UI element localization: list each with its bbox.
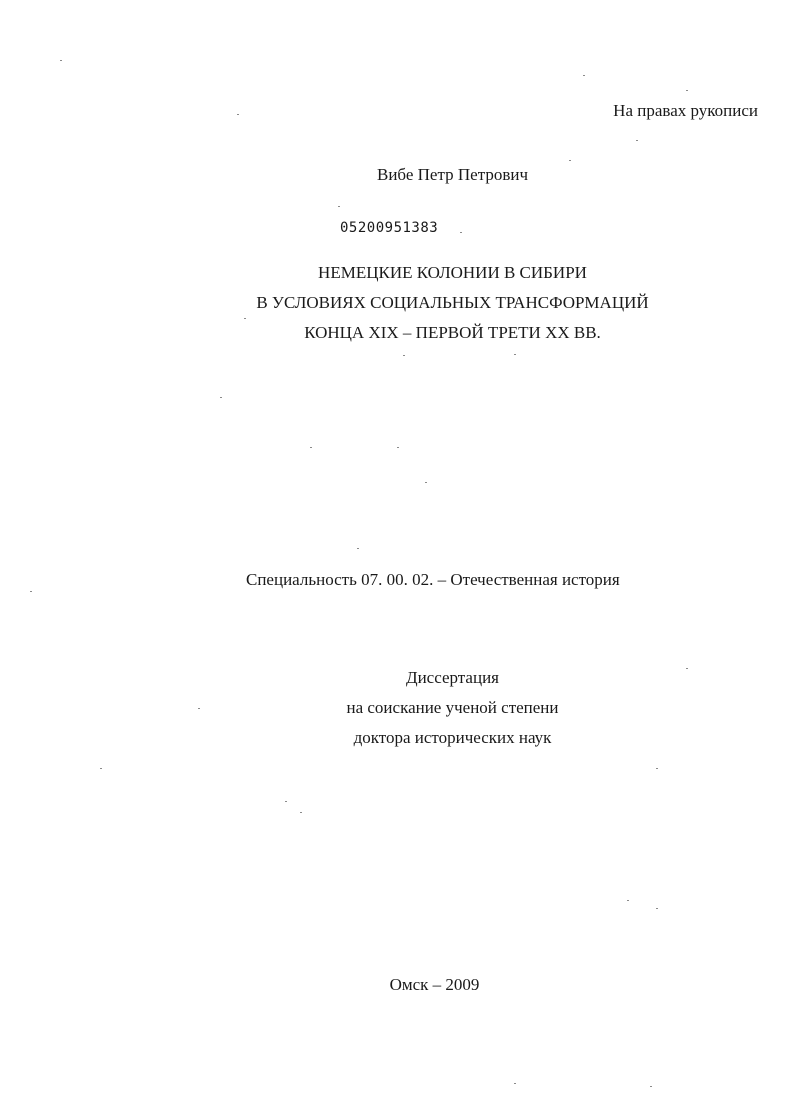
degree-line-3: доктора исторических наук	[353, 728, 552, 747]
dissertation-title	[0, 258, 795, 348]
speck	[583, 75, 585, 76]
speck	[627, 900, 629, 901]
author-name: Вибе Петр Петрович	[377, 165, 528, 184]
degree-statement	[0, 663, 795, 753]
speck	[30, 591, 32, 592]
title-line-3: КОНЦА XIX – ПЕРВОЙ ТРЕТИ XX ВВ.	[304, 323, 601, 342]
rights-note: На правах рукописи	[613, 101, 758, 120]
speck	[514, 1083, 516, 1084]
place-and-year: Омск – 2009	[389, 975, 480, 994]
speck	[285, 801, 287, 802]
speck	[397, 447, 399, 448]
specialty-line: Специальность 07. 00. 02. – Отечественная история	[246, 570, 620, 589]
degree-line-1: Диссертация	[405, 668, 499, 687]
speck	[220, 397, 222, 398]
speck	[656, 908, 658, 909]
speck	[237, 114, 239, 115]
speck	[569, 160, 571, 161]
speck	[686, 668, 688, 669]
speck	[656, 768, 658, 769]
speck	[636, 140, 638, 141]
degree-line-2: на соискание ученой степени	[346, 698, 559, 717]
speck	[338, 206, 340, 207]
speck	[357, 548, 359, 549]
speck	[686, 90, 688, 91]
speck	[460, 232, 462, 233]
speck	[514, 354, 516, 355]
speck	[60, 60, 62, 61]
speck	[244, 318, 246, 319]
speck	[310, 447, 312, 448]
speck	[425, 482, 427, 483]
speck	[650, 1086, 652, 1087]
speck	[100, 768, 102, 769]
title-line-2: В УСЛОВИЯХ СОЦИАЛЬНЫХ ТРАНСФОРМАЦИЙ	[256, 293, 649, 312]
speck	[300, 812, 302, 813]
speck	[198, 708, 200, 709]
speck	[403, 355, 405, 356]
catalog-code: 05200951383	[340, 220, 439, 236]
title-line-1: НЕМЕЦКИЕ КОЛОНИИ В СИБИРИ	[318, 263, 587, 282]
